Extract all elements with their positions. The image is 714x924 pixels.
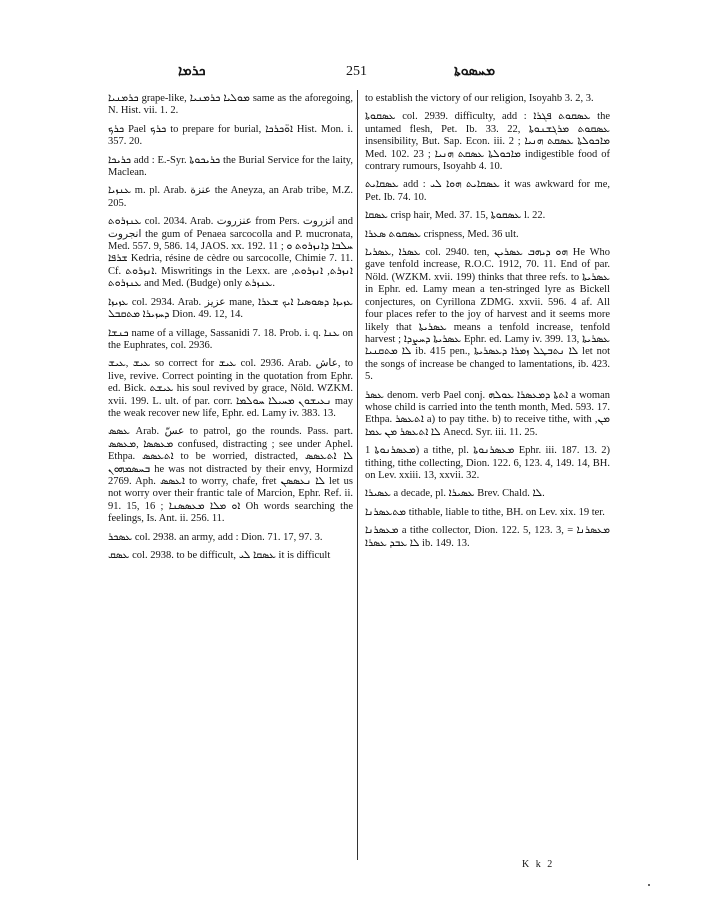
entry: ܥܣܩܐܝܬ add : ܥܣܩܐܝܬ ܗܘܐ ܠܝ it was awkward for me, Pet. Ib. 74. 10. (365, 179, 613, 203)
page-header (0, 62, 714, 86)
entry: ܥܙܝܙܐ col. 2934. Arab. عزيز mane, ܥܙܝܙܐ ܕܣܘܣܝܐ ܐܝܟ ܫܥܪܐ ܕܚܙܝܪܐ ܡܬܩܒܠ Dion. 49. 12, 14. (108, 296, 356, 321)
right-running-head: ܡܚܣܘܬܐ (454, 64, 496, 79)
entry: ܟܪܝܟܐ add : E.-Syr. ܟܪܝܟܘܬܐ the Burial Service for the laity, Maclean. (108, 154, 356, 179)
entry: ܥܣܝܪܐ a decade, pl. ܥܣܝܪܐ Brev. Chald. ܠܐ. (365, 488, 545, 500)
entry: ܡܥܣܪܢܐ a tithe collector, Dion. 122. 5, 123. 3, ܡܥܣܪܢܐ = ܠܐ ܥܒܕ ܥܣܪܐ ib. 149. 13. (365, 525, 613, 549)
signature-mark: K k 2 (522, 859, 555, 870)
entry: ܟܪܟ Pael ܟܪܟ to prepare for burial, ܐܘ̈ܟܪܟܐ Hist. Mon. i. 357. 20. (108, 123, 356, 148)
entry: ܥܝܫ ,ܥܝܫ so correct for ܥܝܫ col. 2936. Arab. عاش, to live, revive. Correct pointing in the quotation from Ephr. ed. Bick. ܥܝܫܬ his soul revived by grace, Nöld. WZKM. xvii. 199. L. ult. of par. corr. ܢܥܝܫܘܢ ܡܚܝܠܐ ܚܘܠܡܐ may the weak recover new life, Ephr. ed. Lamy iv. 383. 13. (108, 358, 356, 419)
entry: ܥܢܙܝܐ m. pl. Arab. عنزة the Aneyza, an Arab tribe, M.Z. 205. (108, 185, 356, 209)
entry: ܟܢܫܐ name of a village, Sassanidi 7. 18. Prob. i. q. ܥܢܐ on the Euphrates, col. 2936. (108, 327, 356, 351)
entry: ܥܢܙܪܘܬ col. 2034. Arab. عنزروت from Pers. انزروت and انجروت the gum of Penaea sarcocolla and P. mucronata, Med. 557. 9, 586. 14, JAOS. xx. 192. 11 ; ܚܠܒܐ ܕܐܢܙܪܘܬ ܘ ܫܪܦܐ Kedria, résine de cèdre ou sarcocolle, Chimie 7. 11. Cf. ܐܢܙܪܘܬ. Miswritings in the Lexx. are ܐܢܙܪܬ, ܐܢܙܪܘܬ, ܥܢܙܪܘܬ and Med. (Budge) only ܥܢܙܪܬ. (108, 216, 356, 290)
entry: ܡܬܥܣܪܢܐ tithable, liable to tithe, BH. on Lev. xix. 19 ter. (365, 506, 605, 518)
entry: ܥܣܪܐ ,ܥܣܪܝܐ col. 2940. ten, ܗܘ ܕܝܗܒ ܥܣܪܝܢ He Who gave tenfold increase, R.O.C. 1912, 70. 11. End of par. Nöld. (WZKM. xvii. 199) thinks that three refs. to ܥܣܪܝܬܐ in Ephr. ed. Lamy mean a ten-stringed lyre as Bickell conjectures, on Cyrillona ZDMG. xxvii. 596. 4 af. All four places refer to the joy of harvest and it seems more likely that ܥܣܪܝܬܐ means a tenfold increase, tenfold harvest ; ܥܣܪܝܬܐ ܕܚܨܕܐ Ephr. ed. Lamy iv. 399. 13, ܥܣܪܝܬܐ ܠܐ ܡܬܩܢܝܐ ib. 415 pen., ܠܐ ܢܬܒܛܠ ܙܡܪܐ ܕܥܣܪܝܬܐ let not the songs of increase be changed to lamentations, ib. 423. 5. (365, 247, 613, 383)
entry: ܟܪܡܢܝܐ grape-like, ܡܘܠܝܐ ܟܪܡܢܝܐ same as the aforegoing, N. Hist. vii. 1. 2. (108, 93, 356, 117)
entry: ܥܣܪ denom. verb Pael conj. ܐܬܬܐ ܕܡܥܣܪܐ ܥܘܠܗ a woman whose child is carried into the tenth month, Med. 593. 17. Ethpa. ܐܬܥܣܪ a) to pay tithe. b) to receive tithe, with ܡܢ, ܠܐ ܐܬܥܣܪ ܡܢ ܥܡܐ Anecd. Syr. iii. 11. 25. (365, 389, 613, 438)
entry: ܥܣܟܪ col. 2938. an army, add : Dion. 71. 17, 97. 3. (108, 531, 323, 543)
right-column (365, 93, 613, 556)
left-column (108, 93, 356, 568)
column-divider (357, 90, 358, 860)
speck (648, 884, 650, 886)
page-number: 251 (346, 64, 367, 79)
entry: ܡܥܣܪܢܘܬܐ 1) a tithe, pl. ܡܥܣܪܢܘܬܐ Ephr. iii. 187. 13. 2) tithing, tithe collecting, Dion. 122. 6, 123. 4, 149. 14, BH. on Lev. xxiii. 13, xxvii. 32. (365, 445, 613, 481)
entry: ܥܣܣ Arab. عسّ to patrol, go the rounds. Pass. part. ܡܥܣܣܐ ,ܡܥܣܣ confused, distracting ; see under Aphel. Ethpa. ܐܬܥܣܣ to be worried, distracted, ܠܐ ܐܬܥܣܣ ܒܚܣܡܗܘܢ he was not distracted by their envy, Hormizd 2769. Aph. ܐܥܣܣ to worry, chafe, fret ܠܐ ܢܥܣܣܢ let us not worry over their frantic tale of Marcion, Ephr. Ref. ii. 91. 15, 16 ; ܐܘ ܡܠܐ ܡܥܣܣܢܐ Oh words searching the feelings, Is. Ant. ii. 256. 11. (108, 426, 356, 525)
entry: ܥܣܩ col. 2938. to be difficult, ܥܣܩܐ ܠܝ it is difficult (108, 550, 331, 561)
entry: ܥܣܩܘܬܐ col. 2939. difficulty, add : ܥܣܩܘܬ ܦܓܪܐ the untamed flesh, Pet. Ib. 33. 22, ܥܣܩܘܬ ܡܪܓܫܢܘܬܐ insensibility, But. Sap. Econ. iii. 2 ; ܡܐܟܘܠܬܐ ܥܣܩܬ ܗܢܝܐ Med. 102. 23 ; ܡܐܟܘܠܬܐ ܥܣܩܬ ܗܢܝܐ indigestible food of contrary rumours, Isoyahb 4. 10. (365, 111, 613, 173)
entry: ܥܣܩܐ crisp hair, Med. 37. 15, ܥܣܩܘܬܐ l. 22. (365, 210, 546, 222)
left-running-head: ܟܪܡܐ (178, 64, 206, 79)
entry: ܥܣܩܘܬ ܣܥܪܐ crispness, Med. 36 ult. (365, 228, 519, 240)
entry: to establish the victory of our religion, Isoyahb 3. 2, 3. (365, 93, 594, 104)
